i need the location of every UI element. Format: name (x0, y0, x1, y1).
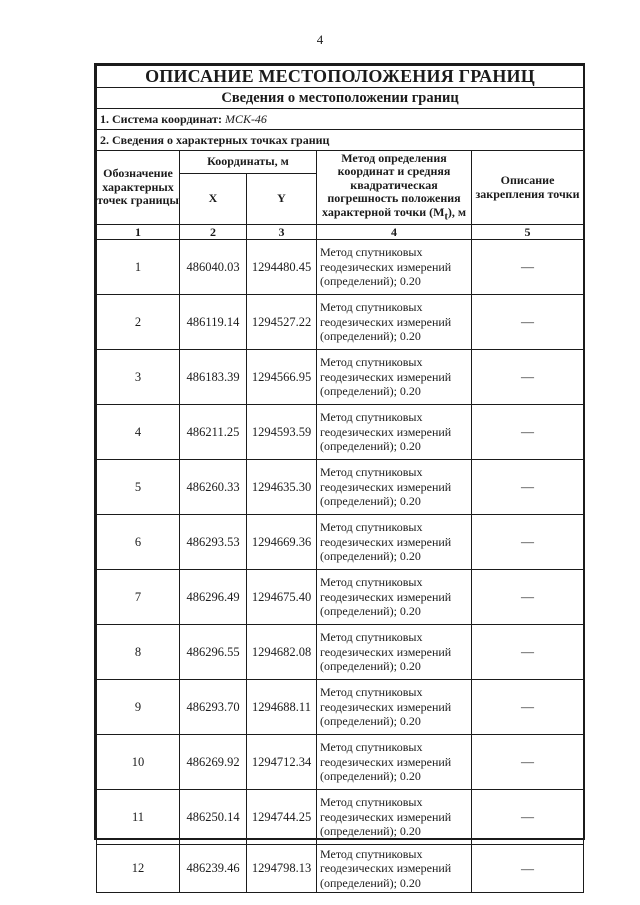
description-cell: — (472, 295, 584, 350)
header-row-1 (97, 151, 584, 174)
header-y: Y (247, 174, 317, 225)
point-number-cell: 10 (97, 735, 180, 790)
coordinate-system-label: 1. Система координат: (100, 112, 222, 126)
y-coordinate-cell: 1294669.36 (247, 515, 317, 570)
column-numbers-row (97, 225, 584, 240)
header-method: Метод определения координат и средняя квадратическая погрешность положения характерной точки $(M_t)$, м (317, 151, 472, 225)
method-cell: Метод спутниковых геодезических измерений (определений); 0.20 (317, 625, 472, 680)
description-cell: — (472, 515, 584, 570)
table-row (97, 625, 584, 680)
subtitle-row (97, 88, 584, 109)
x-coordinate-cell: 486119.14 (180, 295, 247, 350)
method-cell: Метод спутниковых геодезических измерений (определений); 0.20 (317, 405, 472, 460)
table-body (97, 66, 584, 893)
table-row (97, 515, 584, 570)
point-number-cell: 1 (97, 240, 180, 295)
description-cell: — (472, 680, 584, 735)
point-number-cell: 8 (97, 625, 180, 680)
x-coordinate-cell: 486040.03 (180, 240, 247, 295)
points-section-label: 2. Сведения о характерных точках границ (100, 133, 330, 147)
y-coordinate-cell: 1294712.34 (247, 735, 317, 790)
x-coordinate-cell: 486211.25 (180, 405, 247, 460)
table-row (97, 405, 584, 460)
y-coordinate-cell: 1294566.95 (247, 350, 317, 405)
point-number-cell: 12 (97, 845, 180, 893)
method-cell: Метод спутниковых геодезических измерений (определений); 0.20 (317, 845, 472, 893)
description-cell: — (472, 845, 584, 893)
point-number-cell: 7 (97, 570, 180, 625)
method-cell: Метод спутниковых геодезических измерений (определений); 0.20 (317, 240, 472, 295)
table-row (97, 680, 584, 735)
description-cell: — (472, 350, 584, 405)
subscript-t: t (444, 210, 448, 222)
y-coordinate-cell: 1294744.25 (247, 790, 317, 845)
point-number-cell: 6 (97, 515, 180, 570)
table-row (97, 240, 584, 295)
point-number-cell: 4 (97, 405, 180, 460)
x-coordinate-cell: 486260.33 (180, 460, 247, 515)
column-number: 5 (472, 225, 584, 240)
point-number-cell: 2 (97, 295, 180, 350)
document-subtitle: Сведения о местоположении границ (97, 88, 584, 109)
table-row (97, 295, 584, 350)
description-cell: — (472, 570, 584, 625)
document-title: ОПИСАНИЕ МЕСТОПОЛОЖЕНИЯ ГРАНИЦ (97, 66, 584, 88)
boundary-points-table (96, 65, 584, 893)
x-coordinate-cell: 486293.70 (180, 680, 247, 735)
y-coordinate-cell: 1294675.40 (247, 570, 317, 625)
coordinate-system-value: МСК-46 (224, 112, 267, 126)
point-number-cell: 5 (97, 460, 180, 515)
y-coordinate-cell: 1294593.59 (247, 405, 317, 460)
description-cell: — (472, 625, 584, 680)
point-number-cell: 3 (97, 350, 180, 405)
x-coordinate-cell: 486296.49 (180, 570, 247, 625)
y-coordinate-cell: 1294682.08 (247, 625, 317, 680)
description-cell: — (472, 460, 584, 515)
method-cell: Метод спутниковых геодезических измерений (определений); 0.20 (317, 790, 472, 845)
y-coordinate-cell: 1294527.22 (247, 295, 317, 350)
x-coordinate-cell: 486239.46 (180, 845, 247, 893)
coordinate-system-row (97, 109, 584, 130)
column-number: 1 (97, 225, 180, 240)
header-designation: Обозначение характерных точек границы (97, 151, 180, 225)
x-coordinate-cell: 486293.53 (180, 515, 247, 570)
description-cell: — (472, 240, 584, 295)
y-coordinate-cell: 1294635.30 (247, 460, 317, 515)
method-cell: Метод спутниковых геодезических измерений (определений); 0.20 (317, 735, 472, 790)
column-number: 2 (180, 225, 247, 240)
points-section-heading (97, 130, 584, 151)
page-number: 4 (316, 32, 324, 47)
method-cell: Метод спутниковых геодезических измерений (определений); 0.20 (317, 460, 472, 515)
table-row (97, 460, 584, 515)
table-row (97, 570, 584, 625)
point-number-cell: 11 (97, 790, 180, 845)
table-row (97, 845, 584, 893)
x-coordinate-cell: 486250.14 (180, 790, 247, 845)
table-row (97, 790, 584, 845)
title-row (97, 66, 584, 88)
header-coordinates: Координаты, м (180, 151, 317, 174)
points-section-row (97, 130, 584, 151)
x-coordinate-cell: 486296.55 (180, 625, 247, 680)
y-coordinate-cell: 1294480.45 (247, 240, 317, 295)
coordinate-system (97, 109, 584, 130)
description-cell: — (472, 735, 584, 790)
method-cell: Метод спутниковых геодезических измерений (определений); 0.20 (317, 350, 472, 405)
description-cell: — (472, 790, 584, 845)
header-x: X (180, 174, 247, 225)
point-number-cell: 9 (97, 680, 180, 735)
method-cell: Метод спутниковых геодезических измерений (определений); 0.20 (317, 680, 472, 735)
table-row (97, 350, 584, 405)
table-row (97, 735, 584, 790)
header-description: Описание закрепления точки (472, 151, 584, 225)
x-coordinate-cell: 486269.92 (180, 735, 247, 790)
y-coordinate-cell: 1294688.11 (247, 680, 317, 735)
column-number: 4 (317, 225, 472, 240)
method-cell: Метод спутниковых геодезических измерений (определений); 0.20 (317, 295, 472, 350)
description-cell: — (472, 405, 584, 460)
method-cell: Метод спутниковых геодезических измерений (определений); 0.20 (317, 515, 472, 570)
column-number: 3 (247, 225, 317, 240)
x-coordinate-cell: 486183.39 (180, 350, 247, 405)
method-cell: Метод спутниковых геодезических измерений (определений); 0.20 (317, 570, 472, 625)
y-coordinate-cell: 1294798.13 (247, 845, 317, 893)
